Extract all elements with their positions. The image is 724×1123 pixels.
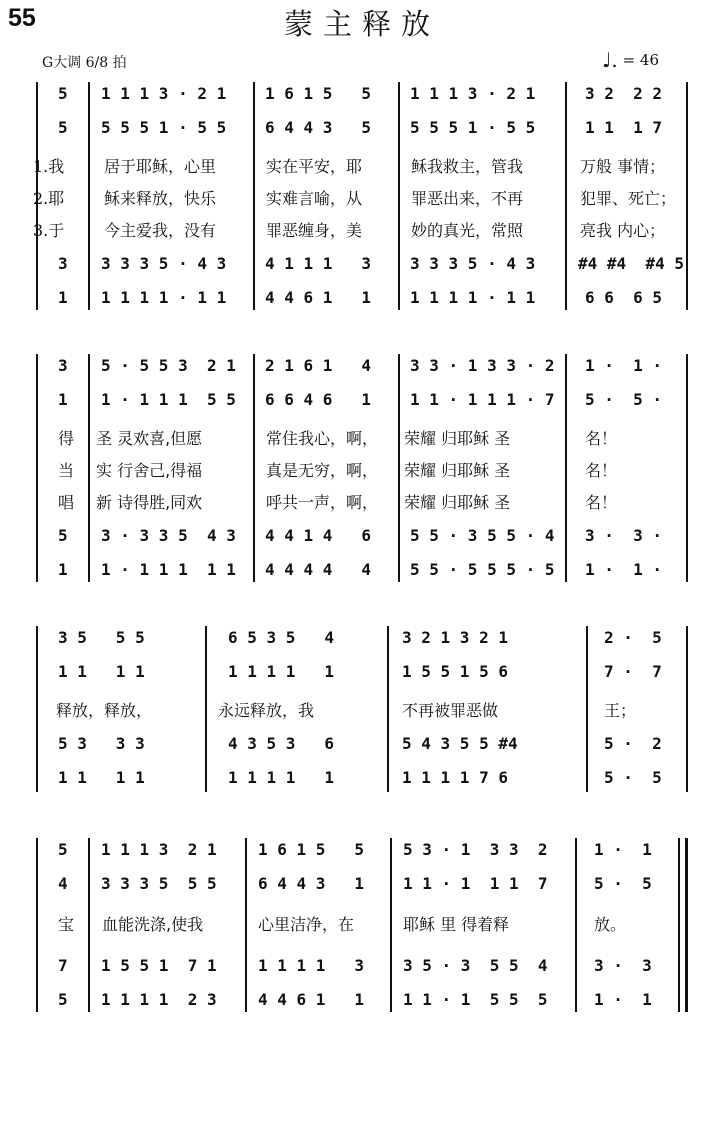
alto-row (0, 390, 724, 410)
measure: 7 (58, 956, 68, 975)
measure: 5 (58, 840, 68, 859)
lyric-word: 宝 (58, 915, 75, 934)
bass-row (0, 560, 724, 580)
measure: 1 1 1 3 2 1 (101, 840, 217, 859)
lyric-line (0, 490, 724, 512)
lyric-line (0, 426, 724, 448)
measure: 3 5 5 5 (58, 628, 145, 647)
measure: 3 · 3 3 5 4 3 (101, 526, 236, 545)
measure: 1 1 · 1 1 1 7 (403, 874, 548, 893)
measure: 3 3 3 5 5 5 (101, 874, 217, 893)
measure: 4 (58, 874, 68, 893)
measure: 5 3 · 1 3 3 2 (403, 840, 548, 859)
system-1 (0, 76, 724, 316)
measure: 5 (58, 84, 68, 103)
lyric-word: 稣我救主，管我 (411, 157, 524, 176)
lyric-word: 3.于 (33, 221, 65, 240)
measure: 1 1 1 1 · 1 1 (410, 288, 536, 307)
measure: 6 6 6 5 (585, 288, 663, 307)
hymn-number: 55 (8, 4, 36, 32)
lyric-word: 犯罪、死亡； (580, 189, 677, 208)
lyric-word: 常住我心，啊， (266, 429, 379, 448)
measure: 5 3 3 3 (58, 734, 145, 753)
measure: 1 1 · 1 5 5 5 (403, 990, 548, 1009)
measure: 5 5 · 3 5 5 · 4 (410, 526, 555, 545)
lyric-word: 实难言喻，从 (266, 189, 363, 208)
lyric-word: 1.我 (33, 157, 65, 176)
hymn-title: 蒙主释放 (283, 7, 440, 41)
bass-row (0, 990, 724, 1010)
measure: 5 5 5 1 · 5 5 (101, 118, 227, 137)
measure: 4 4 6 1 1 (265, 288, 371, 307)
measure: 1 (58, 390, 68, 409)
measure: 1 1 1 1 (58, 662, 145, 681)
measure: 1 5 5 1 5 6 (402, 662, 508, 681)
measure: 1 · 1 · (585, 356, 663, 375)
lyric-word: 妙的真光，常照 (411, 221, 524, 240)
measure: 1 · 1 (594, 840, 652, 859)
dotted-quarter-note-icon: ♩. (602, 48, 618, 72)
alto-row (0, 662, 724, 682)
measure: 1 · 1 (594, 990, 652, 1009)
lyric-word: 呼共一声，啊， (266, 493, 379, 512)
measure: 3 3 3 5 · 4 3 (410, 254, 536, 273)
measure: 3 · 3 (594, 956, 652, 975)
measure: 5 · 5 (604, 768, 662, 787)
measure: 4 4 1 4 6 (265, 526, 371, 545)
measure: 5 · 5 5 3 2 1 (101, 356, 236, 375)
measure: 3 2 2 2 (585, 84, 663, 103)
measure: 5 · 2 (604, 734, 662, 753)
lyric-word: 释放，释放， (56, 701, 153, 720)
measure: 1 (58, 288, 68, 307)
lyric-word: 罪恶缠身，美 (266, 221, 363, 240)
measure: 1 1 1 3 · 2 1 (410, 84, 536, 103)
measure: 1 1 1 1 1 (228, 768, 334, 787)
measure: 3 · 3 · (585, 526, 663, 545)
lyric-word: 实在平安，耶 (266, 157, 363, 176)
measure: 5 4 3 5 5 #4 (402, 734, 518, 753)
measure: 4 4 4 4 4 (265, 560, 371, 579)
measure: 6 6 4 6 1 (265, 390, 371, 409)
measure: 7 · 7 (604, 662, 662, 681)
tenor-row (0, 956, 724, 976)
lyric-line (0, 154, 724, 176)
measure: 5 (58, 526, 68, 545)
measure: 3 5 · 3 5 5 4 (403, 956, 548, 975)
alto-row (0, 874, 724, 894)
measure: 3 3 3 5 · 4 3 (101, 254, 227, 273)
lyric-word: 永远释放，我 (218, 701, 315, 720)
lyric-word: 荣耀 归耶稣 圣 (404, 493, 511, 512)
lyric-word: 血能洗涤,使我 (102, 915, 204, 934)
soprano-row (0, 84, 724, 104)
measure: 1 1 1 1 1 (228, 662, 334, 681)
key-and-time-signature: G大调 6/8 拍 (42, 55, 127, 71)
measure: 2 · 5 (604, 628, 662, 647)
measure: 1 1 1 7 (585, 118, 663, 137)
alto-row (0, 118, 724, 138)
measure: 4 4 6 1 1 (258, 990, 364, 1009)
lyric-word: 得 (58, 429, 75, 448)
measure: 5 · 5 (594, 874, 652, 893)
measure: 5 (58, 990, 68, 1009)
measure: 3 (58, 356, 68, 375)
bass-row (0, 768, 724, 788)
system-4 (0, 832, 724, 1018)
measure: 1 1 1 1 7 6 (402, 768, 508, 787)
measure: 1 6 1 5 5 (258, 840, 364, 859)
tempo-value: = 46 (622, 51, 660, 69)
lyric-word: 名！ (585, 493, 618, 512)
measure: #4 #4 #4 5 (578, 254, 684, 273)
measure: 5 5 5 1 · 5 5 (410, 118, 536, 137)
measure: 5 (58, 118, 68, 137)
lyric-word: 圣 灵欢喜,但愿 (96, 429, 203, 448)
lyric-line (0, 186, 724, 208)
soprano-row (0, 356, 724, 376)
lyric-word: 罪恶出来，不再 (411, 189, 524, 208)
measure: 1 1 1 1 · 1 1 (101, 288, 227, 307)
measure: 2 1 6 1 4 (265, 356, 371, 375)
tenor-row (0, 526, 724, 546)
tenor-row (0, 734, 724, 754)
lyric-line (0, 458, 724, 480)
lyric-word: 真是无穷，啊， (266, 461, 379, 480)
lyric-word: 王； (604, 701, 637, 720)
lyric-word: 耶稣 里 得着释 (403, 915, 510, 934)
measure: 6 4 4 3 1 (258, 874, 364, 893)
lyric-word: 稣来释放，快乐 (104, 189, 217, 208)
lyric-word: 2.耶 (33, 189, 65, 208)
measure: 1 5 5 1 7 1 (101, 956, 217, 975)
measure: 1 1 1 3 · 2 1 (101, 84, 227, 103)
measure: 6 4 4 3 5 (265, 118, 371, 137)
lyric-word: 实 行舍己,得福 (96, 461, 203, 480)
measure: 1 · 1 1 1 1 1 (101, 560, 236, 579)
lyric-word: 名！ (585, 461, 618, 480)
lyric-word: 今主爱我，没有 (104, 221, 217, 240)
lyric-word: 亮我 内心； (580, 221, 666, 240)
measure: 5 · 5 · (585, 390, 663, 409)
lyric-line (0, 218, 724, 240)
lyric-word: 唱 (58, 493, 75, 512)
measure: 1 1 · 1 1 1 · 7 (410, 390, 555, 409)
system-2 (0, 348, 724, 588)
measure: 4 1 1 1 3 (265, 254, 371, 273)
soprano-row (0, 840, 724, 860)
measure: 4 3 5 3 6 (228, 734, 334, 753)
measure: 5 5 · 5 5 5 · 5 (410, 560, 555, 579)
lyric-word: 荣耀 归耶稣 圣 (404, 461, 511, 480)
lyric-word: 居于耶稣，心里 (104, 157, 217, 176)
system-3 (0, 620, 724, 798)
measure: 1 · 1 · (585, 560, 663, 579)
lyric-word: 放。 (594, 915, 627, 934)
measure: 1 1 1 1 3 (258, 956, 364, 975)
measure: 3 (58, 254, 68, 273)
lyric-word: 荣耀 归耶稣 圣 (404, 429, 511, 448)
measure: 1 1 1 1 2 3 (101, 990, 217, 1009)
measure: 6 5 3 5 4 (228, 628, 334, 647)
measure: 3 3 · 1 3 3 · 2 (410, 356, 555, 375)
measure: 1 · 1 1 1 5 5 (101, 390, 236, 409)
tempo-marking (602, 48, 659, 72)
measure: 1 (58, 560, 68, 579)
lyric-word: 新 诗得胜,同欢 (96, 493, 203, 512)
lyric-line (0, 698, 724, 720)
measure: 3 2 1 3 2 1 (402, 628, 508, 647)
tenor-row (0, 254, 724, 274)
bass-row (0, 288, 724, 308)
lyric-word: 万般 事情； (580, 157, 666, 176)
lyric-word: 不再被罪恶做 (402, 701, 499, 720)
lyric-word: 心里洁净，在 (258, 915, 355, 934)
lyric-word: 当 (58, 461, 75, 480)
measure: 1 1 1 1 (58, 768, 145, 787)
lyric-line (0, 912, 724, 934)
lyric-word: 名！ (585, 429, 618, 448)
soprano-row (0, 628, 724, 648)
measure: 1 6 1 5 5 (265, 84, 371, 103)
